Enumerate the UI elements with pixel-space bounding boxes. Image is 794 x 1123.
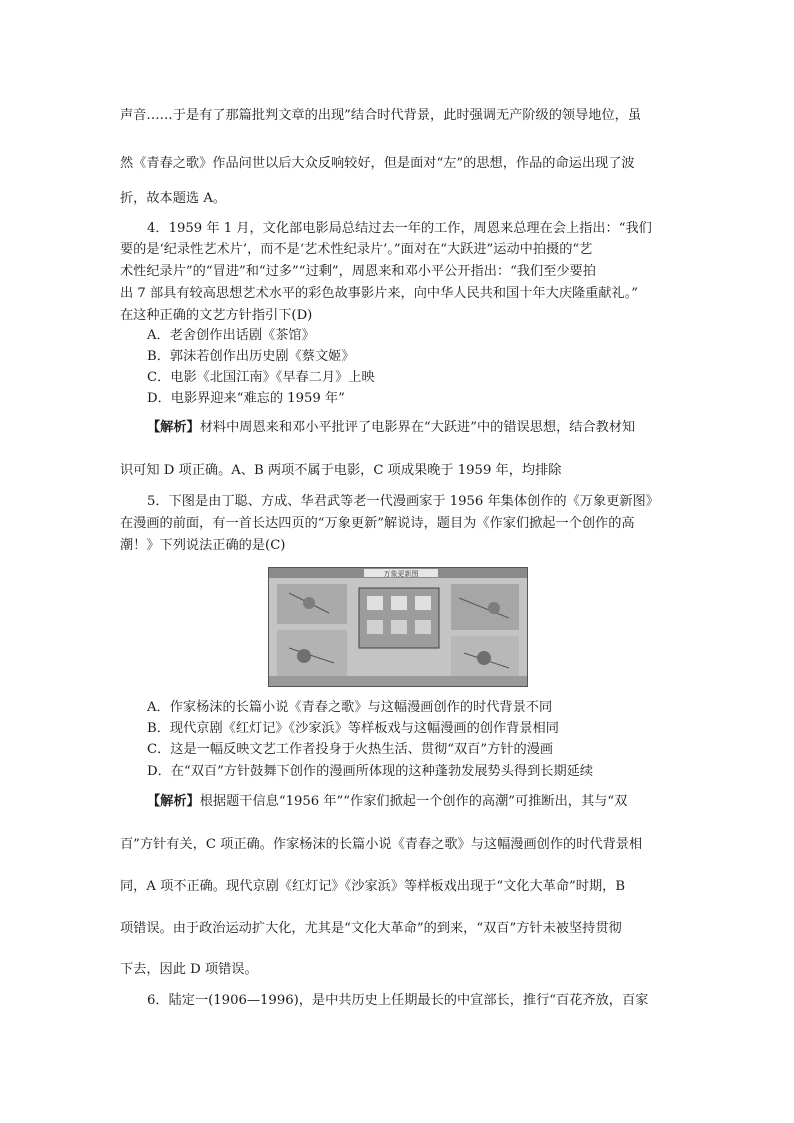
option-b: B．郭沫若创作出历史剧《蔡文姬》 xyxy=(147,349,355,364)
text-line: 声音……于是有了那篇批判文章的出现”结合时代背景，此时强调无产阶级的领导地位，虽 xyxy=(120,108,642,123)
question-4-stem: 4．1959 年 1 月，文化部电影局总结过去一年的工作，周恩来总理在会上指出：“我们 xyxy=(147,221,652,236)
text-line: 术性纪录片”的“冒进”和“过多”“过剩”，周恩来和邓小平公开指出：“我们至少要拍 xyxy=(120,264,596,279)
figure-title: 万象更新图 xyxy=(383,570,419,578)
option-c: C．这是一幅反映文艺工作者投身于火热生活、贯彻“双百”方针的漫画 xyxy=(147,742,554,757)
text-line: 在这种正确的文艺方针指引下(D) xyxy=(120,308,313,323)
question-5-stem: 5．下图是由丁聪、方成、华君武等老一代漫画家于 1956 年集体创作的《万象更新图》 xyxy=(147,494,659,509)
option-a: A．老舍创作出话剧《茶馆》 xyxy=(147,328,315,343)
option-b: B．现代京剧《红灯记》《沙家浜》等样板戏与这幅漫画的创作背景相同 xyxy=(147,721,559,736)
text-line: 然《青春之歌》作品问世以后大众反响较好，但是面对“左”的思想，作品的命运出现了波 xyxy=(120,156,635,171)
text-line: 潮！》下列说法正确的是(C) xyxy=(120,538,286,553)
option-a: A．作家杨沫的长篇小说《青春之歌》与这幅漫画创作的时代背景不同 xyxy=(147,700,553,715)
analysis-text: 材料中周恩来和邓小平批评了电影界在“大跃进”中的错误思想，结合教材知 xyxy=(199,420,636,435)
text-line: 在漫画的前面，有一首长达四页的“万象更新”解说诗，题目为《作家们掀起一个创作的高 xyxy=(120,516,635,531)
option-d: D．电影界迎来“难忘的 1959 年” xyxy=(147,391,345,406)
analysis-line xyxy=(147,418,707,438)
text-line: 识可知 D 项正确。A、B 两项不属于电影，C 项成果晚于 1959 年，均排除 xyxy=(120,463,562,478)
question-6-stem: 6．陆定一(1906—1996)，是中共历史上任期最长的中宣部长，推行“百花齐放，百家 xyxy=(147,993,649,1008)
analysis-text: 根据题干信息“1956 年”“作家们掀起一个创作的高潮”可推断出，其与“双 xyxy=(199,794,628,809)
text-line: 下去，因此 D 项错误。 xyxy=(120,962,258,977)
text-line: 百”方针有关，C 项正确。作家杨沫的长篇小说《青春之歌》与这幅漫画创作的时代背景相 xyxy=(120,837,643,852)
text-line: 出 7 部具有较高思想艺术水平的彩色故事影片来，向中华人民共和国十年大庆隆重献礼。” xyxy=(120,286,639,301)
analysis-tag: 【解析】 xyxy=(147,794,200,809)
cartoon-image xyxy=(268,567,528,687)
option-d: D．在“双百”方针鼓舞下创作的漫画所体现的这种蓬勃发展势头得到长期延续 xyxy=(147,764,594,779)
text-line: 项错误。由于政治运动扩大化，尤其是“文化大革命”的到来，“双百”方针未被坚持贯彻 xyxy=(120,921,622,936)
text-line: 折，故本题选 A。 xyxy=(120,191,227,206)
text-line: 要的是‘纪录性艺术片’，而不是‘艺术性纪录片’。”面对在“大跃进”运动中拍摄的“艺 xyxy=(120,242,593,257)
analysis-tag: 【解析】 xyxy=(147,420,200,435)
option-c: C．电影《北国江南》《早春二月》上映 xyxy=(147,370,375,385)
cartoon-illustration xyxy=(269,568,527,686)
analysis-line xyxy=(147,792,707,812)
text-line: 同，A 项不正确。现代京剧《红灯记》《沙家浜》等样板戏出现于“文化大革命”时期，B xyxy=(120,879,626,894)
